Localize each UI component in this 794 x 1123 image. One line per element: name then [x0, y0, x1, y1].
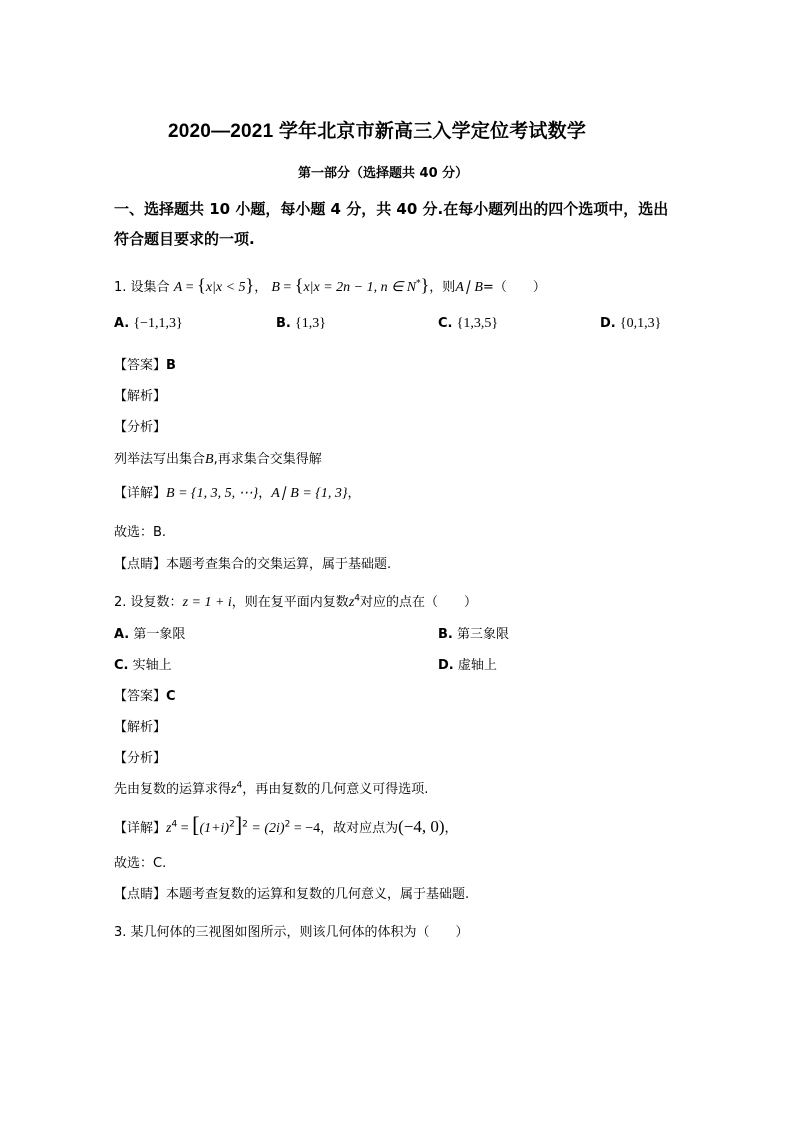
q1-option-c-label: C.	[438, 316, 453, 331]
q2-option-b-value: 第三象限	[457, 627, 510, 642]
q1-option-a	[114, 316, 183, 332]
q2-tail: 对应的点在（ ）	[360, 595, 478, 610]
q1-option-d-value: {0,1,3}	[619, 316, 662, 331]
q2-option-b	[438, 623, 509, 642]
q1-setA-body: x|x < 5	[205, 280, 246, 295]
q1-fenxi-var: B	[205, 452, 214, 467]
q2-option-d-label: D.	[438, 658, 454, 673]
q2-fenxi	[114, 778, 428, 798]
q1-option-b-label: B.	[276, 316, 291, 331]
q1-fenxi	[114, 448, 322, 468]
q1-setB-brace-close: }	[420, 275, 430, 295]
q1-option-c-value: {1,3,5}	[456, 316, 499, 331]
q2-fenxi-b: ，再由复数的几何意义可得选项.	[242, 782, 429, 797]
q2-choose: 故选：C.	[114, 856, 167, 871]
q2-option-d	[438, 654, 497, 673]
q2-number: 2.	[114, 595, 127, 610]
q1-detail	[114, 482, 361, 502]
q2-option-a	[114, 623, 185, 642]
q1-lead: 设集合	[130, 280, 170, 295]
q2-note-tag: 【点睛】	[114, 887, 167, 902]
q2-detail-mid-exp: 2	[284, 819, 291, 830]
q2-detail-inner-exp: 2	[229, 819, 235, 830]
q2-answer	[114, 685, 176, 704]
q2-exp: 4	[354, 593, 360, 604]
q1-star: *	[416, 278, 421, 289]
q2-detail-bracket-close: ]	[234, 812, 243, 837]
q1-note-tag: 【点睛】	[114, 557, 167, 572]
q2-analysis-tag: 【解析】	[114, 720, 167, 735]
q2-option-b-label: B.	[438, 627, 453, 642]
section-heading-line2: 符合题目要求的一项.	[114, 230, 255, 248]
q1-number: 1.	[114, 280, 127, 295]
q1-option-a-label: A.	[114, 316, 130, 331]
document-title: 2020—2021 学年北京市新高三入学定位考试数学	[168, 121, 587, 142]
q1-detail-end: ，	[347, 486, 361, 501]
q1-detail-1: B = {1, 3, 5, ⋯}	[166, 486, 259, 501]
q2-detail-point: (−4, 0)	[398, 817, 445, 836]
q2-detail	[114, 812, 458, 838]
q2-option-c	[114, 654, 172, 673]
q2-detail-inner: (1+i)	[199, 821, 230, 836]
q2-option-a-value: 第一象限	[133, 627, 186, 642]
q1-analysis-tag: 【解析】	[114, 389, 167, 404]
q2-detail-z: z	[166, 821, 172, 836]
q1-setA-brace-open: {	[197, 275, 206, 295]
q2-z4: z	[348, 595, 355, 610]
q2-stem	[114, 591, 477, 611]
q2-answer-value: C	[166, 689, 176, 704]
q1-setB-label: B	[271, 280, 280, 295]
q2-detail-end: ，	[444, 821, 458, 836]
q1-answer	[114, 354, 176, 373]
q1-detail-sep: ，	[258, 486, 272, 501]
q3-text: 某几何体的三视图如图所示，则该几何体的体积为（ ）	[130, 925, 469, 940]
q1-option-b-value: {1,3}	[295, 316, 326, 331]
q1-detail-2: A∣ B = {1, 3}	[271, 486, 348, 501]
q2-fenxi-tag: 【分析】	[114, 751, 167, 766]
q1-option-b	[276, 316, 326, 332]
q1-stem: 1. 设集合 A = {x|x < 5}， B = {x|x = 2n − 1, n ∈ N*}，则A∣ B=（ ）	[114, 275, 546, 295]
q1-option-c	[438, 316, 498, 332]
q2-fenxi-exp: 4	[236, 780, 243, 791]
q1-setA-label: A	[173, 280, 183, 295]
q2-z: z = 1 + i	[182, 595, 232, 610]
q2-detail-eq: =	[177, 821, 193, 836]
q2-note	[114, 883, 469, 902]
q2-note-text: 本题考查复数的运算和复数的几何意义，属于基础题.	[166, 887, 470, 902]
q1-blank: =（ ）	[482, 280, 546, 295]
q1-expr: A∣ B	[455, 280, 483, 295]
q1-setB-brace-open: {	[294, 275, 304, 295]
q2-option-a-label: A.	[114, 627, 130, 642]
q2-detail-bracket-open: [	[192, 812, 200, 837]
q1-answer-tag: 【答案】	[114, 358, 167, 373]
q2-option-c-label: C.	[114, 658, 129, 673]
q1-fenxi-text: 列举法写出集合	[114, 452, 206, 467]
q1-answer-value: B	[166, 358, 176, 373]
q3-stem	[114, 921, 469, 940]
q2-mid: ，则在复平面内复数	[231, 595, 349, 610]
q1-fenxi-tag: 【分析】	[114, 420, 167, 435]
q2-detail-tail: ，故对应点为	[320, 821, 399, 836]
q1-option-d-label: D.	[600, 316, 616, 331]
q1-setA-brace-close: }	[245, 275, 255, 295]
q1-setB-body: x|x = 2n − 1, n ∈ N	[303, 280, 417, 295]
q2-detail-mid: = (2i)	[247, 821, 285, 836]
q2-lead: 设复数：	[130, 595, 183, 610]
q1-detail-tag: 【详解】	[114, 486, 167, 501]
q1-then: ，则	[429, 280, 456, 295]
q1-note-text: 本题考查集合的交集运算，属于基础题.	[166, 557, 392, 572]
q2-option-c-value: 实轴上	[132, 658, 172, 673]
q3-number: 3.	[114, 925, 127, 940]
q1-note	[114, 553, 391, 572]
q1-fenxi-tail: ,再求集合交集得解	[213, 452, 322, 467]
q2-fenxi-a: 先由复数的运算求得	[114, 782, 232, 797]
q1-option-a-value: {−1,1,3}	[133, 316, 183, 331]
q2-option-d-value: 虚轴上	[457, 658, 497, 673]
q2-answer-tag: 【答案】	[114, 689, 167, 704]
q2-detail-tag: 【详解】	[114, 821, 167, 836]
q1-choose: 故选：B.	[114, 525, 167, 540]
q2-detail-res: = −4	[290, 821, 321, 836]
part-heading: 第一部分（选择题共 40 分）	[298, 166, 469, 181]
section-heading-line1: 一、选择题共 10 小题，每小题 4 分，共 40 分.在每小题列出的四个选项中，选出	[114, 200, 669, 218]
q2-detail-exp: 4	[171, 819, 178, 830]
q2-detail-outer-exp: 2	[242, 819, 248, 830]
q1-option-d	[600, 316, 661, 332]
q2-fenxi-z: z	[231, 782, 237, 797]
